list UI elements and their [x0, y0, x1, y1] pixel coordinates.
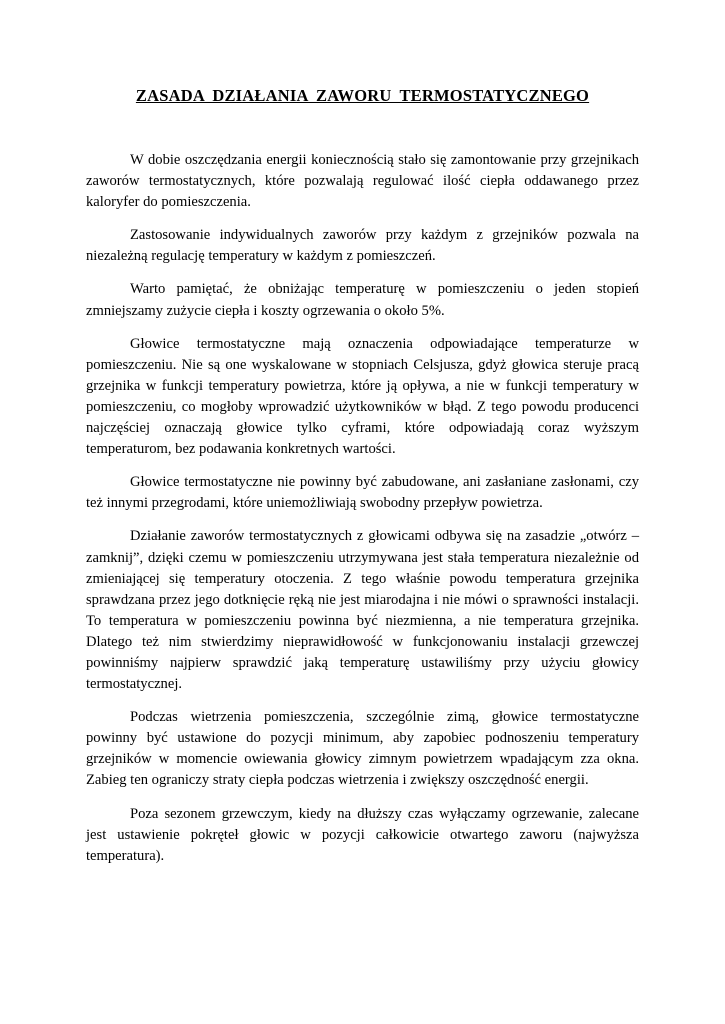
document-title: ZASADA DZIAŁANIA ZAWORU TERMOSTATYCZNEGO: [135, 86, 590, 105]
paragraph-individual-valves: Zastosowanie indywidualnych zaworów przy każdym z grzejników pozwala na niezależną regulację temperatury w każdym z pomieszczeń.: [86, 227, 639, 265]
paragraph-ventilation: Podczas wietrzenia pomieszczenia, szczególnie zimą, głowice termostatyczne powinny być ustawione do pozycji minimum, aby zapobiec podnoszeniu temperatury grzejników w momencie owiewania głowicy zimnym powietrzem wpadającym zza okna. Zabieg ten ograniczy straty ciepła podczas wietrzenia i zwiększy oszczędność energii.: [86, 709, 639, 789]
paragraph-do-not-cover: Głowice termostatyczne nie powinny być zabudowane, ani zasłaniane zasłonami, czy też innymi przegrodami, które uniemożliwiają swobodny przepływ powietrza.: [86, 474, 639, 512]
paragraph-head-markings: Głowice termostatyczne mają oznaczenia odpowiadające temperaturze w pomieszczeniu. Nie są one wyskalowane w stopniach Celsjusza, gdyż głowica steruje pracą grzejnika w funkcji temperatury powietrza, które ją opływa, a nie w funkcji temperatury w pomieszczeniu, co mogłoby wprowadzić użytkowników w błąd. Z tego powodu producenci najczęściej oznaczają głowice tylko cyframi, które odpowiadają coraz wyższym temperaturom, bez podawania konkretnych wartości.: [86, 335, 639, 458]
paragraph-thermostatic-valves-intro: W dobie oszczędzania energii koniecznością stało się zamontowanie przy grzejnikach zaworów termostatycznych, które pozwalają regulować ilość ciepła oddawanego przez kaloryfer do pomieszczenia.: [86, 152, 639, 211]
paragraph-off-season: Poza sezonem grzewczym, kiedy na dłuższy czas wyłączamy ogrzewanie, zalecane jest ustawienie pokręteł głowic w pozycji całkowicie otwartego zaworu (najwyższa temperatura).: [86, 805, 639, 864]
document-body: [86, 150, 639, 879]
paragraph-open-close-principle: Działanie zaworów termostatycznych z głowicami odbywa się na zasadzie „otwórz – zamknij”, dzięki czemu w pomieszczeniu utrzymywana jest stała temperatura niezależnie od zmieniającej się temperatury otoczenia. Z tego właśnie powodu temperatura grzejnika sprawdzana przez jego dotknięcie ręką nie jest miarodajna i nie mówi o sprawności instalacji. To temperatura w pomieszczeniu powinna być niezmienna, a nie temperatura grzejnika. Dlatego też nim stwierdzimy nieprawidłowość w funkcjonowaniu instalacji grzewczej powinniśmy najpierw sprawdzić jaką temperaturę ustawiliśmy przy użyciu głowicy termostatycznej.: [86, 528, 639, 693]
paragraph-temperature-savings: Warto pamiętać, że obniżając temperaturę w pomieszczeniu o jeden stopień zmniejszamy zużycie ciepła i koszty ogrzewania o około 5%.: [86, 281, 639, 319]
